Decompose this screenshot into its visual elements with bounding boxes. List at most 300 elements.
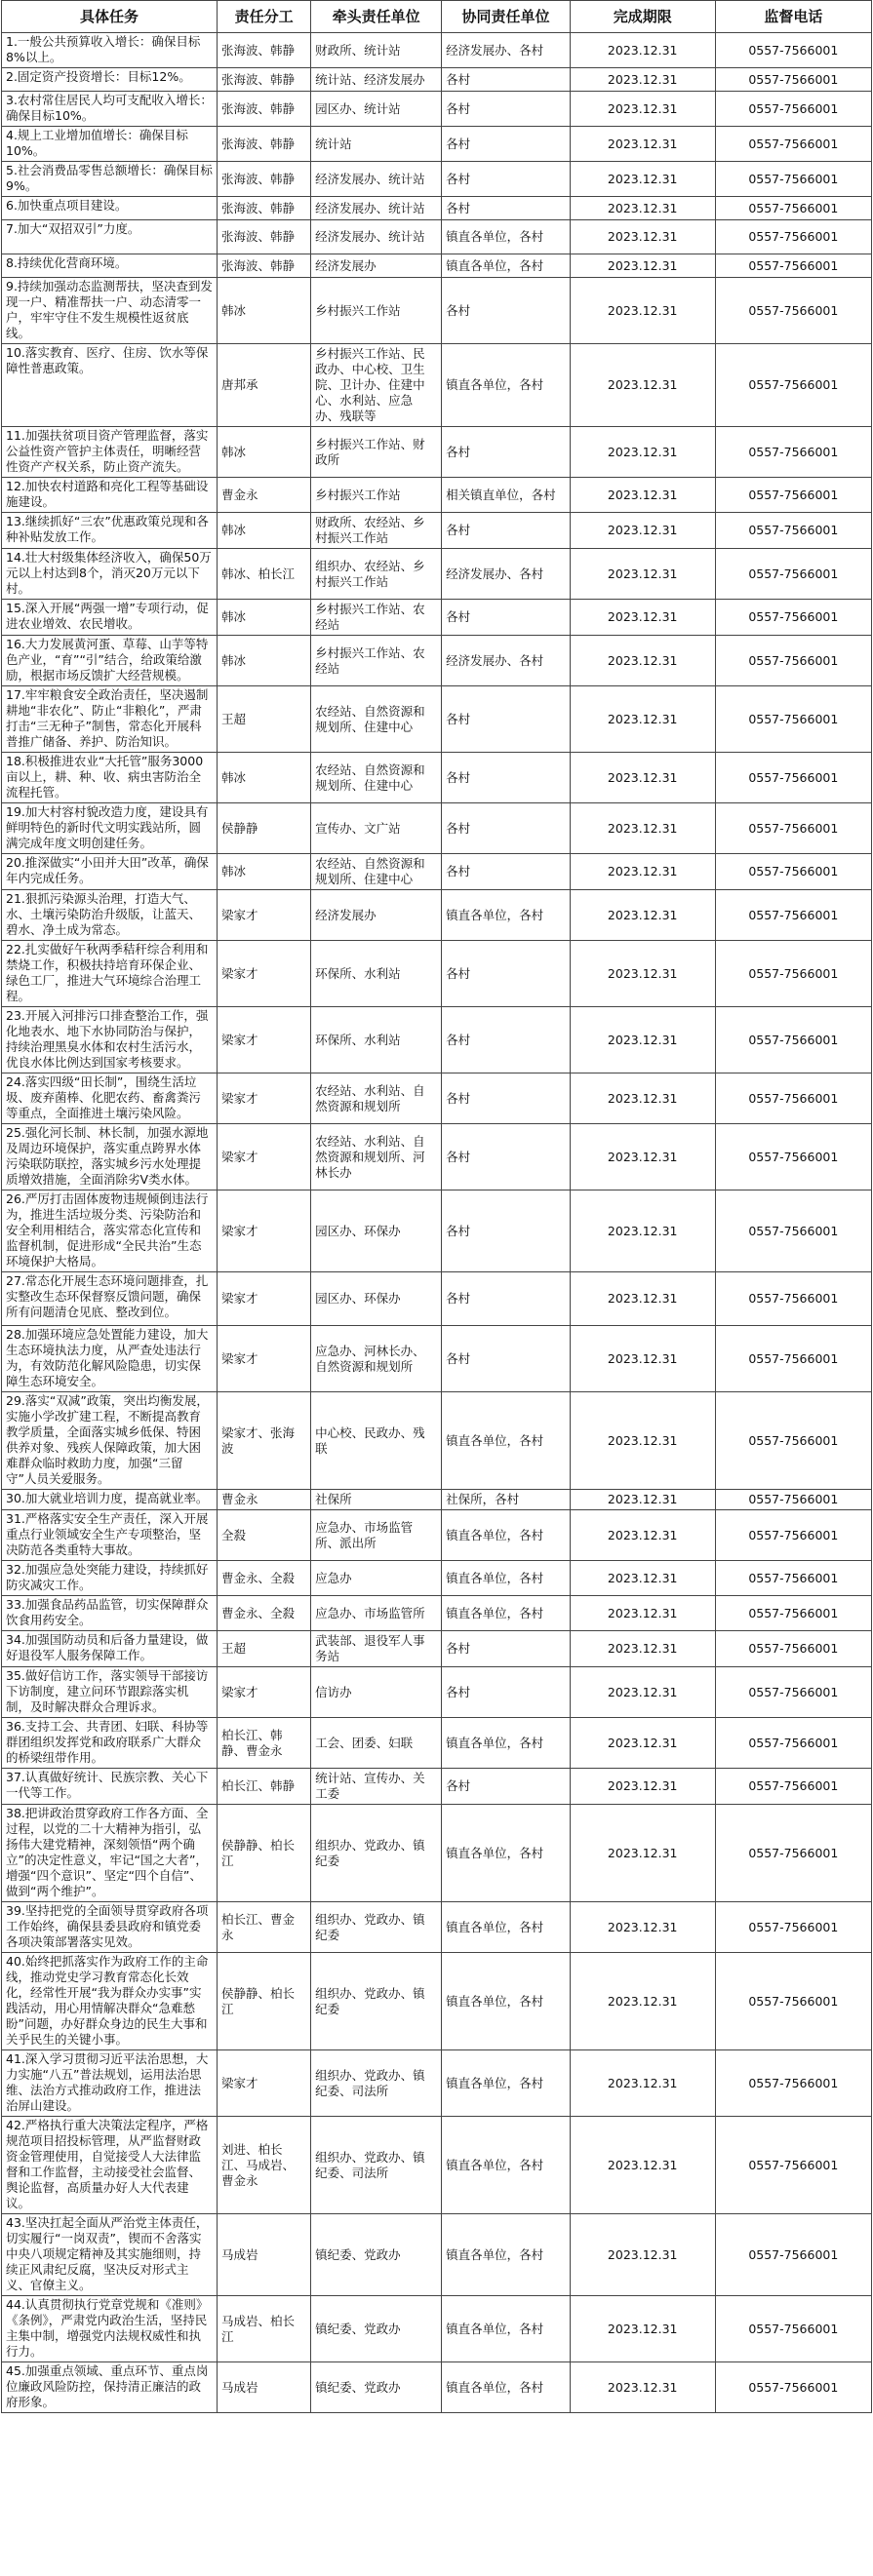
table-row	[2, 2117, 872, 2214]
table-cell-unit: 组织办、党政办、镇纪委、司法所	[311, 2117, 442, 2214]
table-cell-coop: 各村	[442, 278, 571, 344]
table-row	[2, 1190, 872, 1272]
table-cell-phone: 0557-7566001	[715, 127, 871, 162]
table-cell-phone: 0557-7566001	[715, 1667, 871, 1718]
table-cell-coop: 经济发展办、各村	[442, 636, 571, 686]
table-cell-deadline: 2023.12.31	[570, 941, 715, 1007]
table-cell-deadline: 2023.12.31	[570, 1631, 715, 1667]
table-cell-phone: 0557-7566001	[715, 890, 871, 941]
table-row	[2, 1510, 872, 1561]
header-lead: 责任分工	[217, 1, 310, 33]
table-cell-task: 23.开展入河排污口排查整治工作，强化地表水、地下水协同防治与保护，持续治理黑臭水体和农村生活污水，优良水体比例达到国家考核要求。	[2, 1007, 218, 1073]
table-cell-unit: 园区办、环保办	[311, 1272, 442, 1326]
table-cell-lead: 韩冰	[217, 854, 310, 890]
table-cell-phone: 0557-7566001	[715, 2050, 871, 2117]
table-cell-phone: 0557-7566001	[715, 753, 871, 803]
table-cell-lead: 梁家才	[217, 1272, 310, 1326]
table-cell-unit: 统计站	[311, 127, 442, 162]
table-cell-deadline: 2023.12.31	[570, 1805, 715, 1902]
table-cell-unit: 应急办、河林长办、自然资源和规划所	[311, 1326, 442, 1392]
table-cell-deadline: 2023.12.31	[570, 220, 715, 254]
table-cell-lead: 马成岩	[217, 2362, 310, 2413]
table-cell-unit: 乡村振兴工作站	[311, 278, 442, 344]
table-cell-lead: 张海波、韩静	[217, 254, 310, 278]
table-cell-unit: 乡村振兴工作站、财政所	[311, 427, 442, 478]
table-cell-task: 9.持续加强动态监测帮扶，坚决查到发现一户、精准帮扶一户、动态清零一户，牢牢守住不发生规模性返贫底线。	[2, 278, 218, 344]
table-cell-deadline: 2023.12.31	[570, 92, 715, 127]
table-cell-coop: 镇直各单位，各村	[442, 2296, 571, 2362]
table-cell-coop: 镇直各单位，各村	[442, 254, 571, 278]
table-cell-coop: 镇直各单位，各村	[442, 1596, 571, 1631]
table-cell-coop: 各村	[442, 92, 571, 127]
table-row	[2, 1953, 872, 2050]
table-cell-deadline: 2023.12.31	[570, 1953, 715, 2050]
table-cell-coop: 相关镇直单位，各村	[442, 478, 571, 513]
table-cell-coop: 各村	[442, 753, 571, 803]
table-cell-unit: 财政所、统计站	[311, 33, 442, 68]
table-cell-coop: 各村	[442, 127, 571, 162]
table-cell-deadline: 2023.12.31	[570, 2296, 715, 2362]
table-row	[2, 686, 872, 753]
table-cell-unit: 镇纪委、党政办	[311, 2214, 442, 2296]
table-cell-task: 10.落实教育、医疗、住房、饮水等保障性普惠政策。	[2, 344, 218, 427]
table-row	[2, 1561, 872, 1596]
table-cell-task: 11.加强扶贫项目资产管理监督，落实公益性资产管护主体责任，明晰经营性资产产权关系，防止资产流失。	[2, 427, 218, 478]
table-cell-lead: 韩冰	[217, 636, 310, 686]
table-cell-unit: 统计站、经济发展办	[311, 68, 442, 92]
table-cell-deadline: 2023.12.31	[570, 1190, 715, 1272]
table-cell-deadline: 2023.12.31	[570, 549, 715, 600]
table-cell-coop: 各村	[442, 68, 571, 92]
table-row	[2, 92, 872, 127]
table-cell-unit: 农经站、自然资源和规划所、住建中心	[311, 686, 442, 753]
table-cell-unit: 园区办、统计站	[311, 92, 442, 127]
header-row	[2, 1, 872, 33]
table-cell-task: 14.壮大村级集体经济收入，确保50万元以上村达到8个，消灭20万元以下村。	[2, 549, 218, 600]
table-cell-task: 5.社会消费品零售总额增长：确保目标9%。	[2, 162, 218, 197]
table-cell-task: 17.牢牢粮食安全政治责任，坚决遏制耕地“非农化”、防止“非粮化”，严肃打击“三无种子”制售，常态化开展科普推广储备、养护、防治知识。	[2, 686, 218, 753]
table-cell-deadline: 2023.12.31	[570, 636, 715, 686]
table-cell-lead: 全殺	[217, 1510, 310, 1561]
table-cell-task: 44.认真贯彻执行党章党规和《准则》《条例》，严肃党内政治生活，坚持民主集中制，增强党内法规权威性和执行力。	[2, 2296, 218, 2362]
table-cell-unit: 乡村振兴工作站、民政办、中心校、卫生院、卫计办、住建中心、水利站、应急办、残联等	[311, 344, 442, 427]
table-cell-deadline: 2023.12.31	[570, 1902, 715, 1953]
table-cell-coop: 镇直各单位，各村	[442, 1510, 571, 1561]
table-cell-unit: 社保所	[311, 1490, 442, 1510]
table-cell-deadline: 2023.12.31	[570, 278, 715, 344]
table-cell-deadline: 2023.12.31	[570, 1596, 715, 1631]
table-row	[2, 1718, 872, 1769]
table-cell-phone: 0557-7566001	[715, 513, 871, 549]
table-cell-task: 18.积极推进农业“大托管”服务3000亩以上，耕、种、收、病虫害防治全流程托管。	[2, 753, 218, 803]
table-cell-task: 42.严格执行重大决策法定程序，严格规范项目招投标管理，从严监督财政资金管理使用，自觉接受人大法律监督和工作监督，主动接受社会监督、舆论监督，高质量办好人大代表建议。	[2, 2117, 218, 2214]
table-cell-deadline: 2023.12.31	[570, 890, 715, 941]
table-cell-phone: 0557-7566001	[715, 197, 871, 220]
table-row	[2, 1769, 872, 1805]
table-cell-lead: 王超	[217, 1631, 310, 1667]
table-cell-phone: 0557-7566001	[715, 2117, 871, 2214]
table-cell-lead: 韩冰	[217, 513, 310, 549]
table-cell-coop: 各村	[442, 1190, 571, 1272]
table-cell-lead: 梁家才	[217, 1190, 310, 1272]
table-row	[2, 1805, 872, 1902]
table-cell-lead: 韩冰	[217, 600, 310, 636]
table-row	[2, 549, 872, 600]
table-cell-lead: 张海波、韩静	[217, 92, 310, 127]
table-cell-lead: 梁家才	[217, 1007, 310, 1073]
table-cell-lead: 马成岩	[217, 2214, 310, 2296]
table-cell-task: 1.一般公共预算收入增长：确保目标8%以上。	[2, 33, 218, 68]
table-cell-lead: 梁家才	[217, 1124, 310, 1190]
table-cell-phone: 0557-7566001	[715, 549, 871, 600]
table-cell-phone: 0557-7566001	[715, 600, 871, 636]
table-cell-task: 2.固定资产投资增长：目标12%。	[2, 68, 218, 92]
table-cell-phone: 0557-7566001	[715, 2296, 871, 2362]
table-cell-phone: 0557-7566001	[715, 1007, 871, 1073]
table-cell-phone: 0557-7566001	[715, 1073, 871, 1124]
table-cell-task: 28.加强环境应急处置能力建设，加大生态环境执法力度，从严查处违法行为，有效防范化解风险隐患，切实保障生态环境安全。	[2, 1326, 218, 1392]
table-cell-deadline: 2023.12.31	[570, 854, 715, 890]
table-row	[2, 753, 872, 803]
table-row	[2, 1490, 872, 1510]
table-cell-lead: 侯静静、柏长江	[217, 1805, 310, 1902]
table-row	[2, 254, 872, 278]
table-cell-phone: 0557-7566001	[715, 1326, 871, 1392]
table-row	[2, 220, 872, 254]
table-cell-unit: 环保所、水利站	[311, 941, 442, 1007]
table-cell-phone: 0557-7566001	[715, 1510, 871, 1561]
table-cell-coop: 镇直各单位，各村	[442, 220, 571, 254]
table-row	[2, 636, 872, 686]
table-cell-coop: 镇直各单位，各村	[442, 1805, 571, 1902]
table-cell-deadline: 2023.12.31	[570, 197, 715, 220]
table-cell-coop: 各村	[442, 803, 571, 854]
table-row	[2, 1596, 872, 1631]
table-cell-phone: 0557-7566001	[715, 854, 871, 890]
table-cell-task: 8.持续优化营商环境。	[2, 254, 218, 278]
table-cell-unit: 信访办	[311, 1667, 442, 1718]
table-cell-deadline: 2023.12.31	[570, 2117, 715, 2214]
table-cell-deadline: 2023.12.31	[570, 2050, 715, 2117]
table-cell-deadline: 2023.12.31	[570, 1272, 715, 1326]
table-cell-lead: 张海波、韩静	[217, 33, 310, 68]
table-row	[2, 890, 872, 941]
table-cell-unit: 环保所、水利站	[311, 1007, 442, 1073]
table-cell-phone: 0557-7566001	[715, 478, 871, 513]
table-cell-lead: 曹金永、全殺	[217, 1561, 310, 1596]
header-coop: 协同责任单位	[442, 1, 571, 33]
table-cell-unit: 组织办、党政办、镇纪委、司法所	[311, 2050, 442, 2117]
table-cell-task: 13.继续抓好“三农”优惠政策兑现和各种补贴发放工作。	[2, 513, 218, 549]
table-cell-coop: 镇直各单位，各村	[442, 344, 571, 427]
table-cell-unit: 农经站、水利站、自然资源和规划所、河林长办	[311, 1124, 442, 1190]
table-row	[2, 600, 872, 636]
table-row	[2, 197, 872, 220]
table-cell-deadline: 2023.12.31	[570, 686, 715, 753]
table-row	[2, 1392, 872, 1490]
table-cell-lead: 梁家才	[217, 1667, 310, 1718]
table-cell-task: 32.加强应急处突能力建设，持续抓好防灾减灾工作。	[2, 1561, 218, 1596]
table-cell-phone: 0557-7566001	[715, 1953, 871, 2050]
table-cell-task: 30.加大就业培训力度，提高就业率。	[2, 1490, 218, 1510]
table-cell-task: 12.加快农村道路和亮化工程等基础设施建设。	[2, 478, 218, 513]
table-cell-coop: 镇直各单位，各村	[442, 890, 571, 941]
table-cell-coop: 各村	[442, 427, 571, 478]
table-cell-coop: 各村	[442, 600, 571, 636]
table-cell-task: 27.常态化开展生态环境问题排查，扎实整改生态环保督察反馈问题，确保所有问题清仓见底、整改到位。	[2, 1272, 218, 1326]
table-row	[2, 33, 872, 68]
table-cell-task: 24.落实四级“田长制”，围绕生活垃圾、废弃菌棒、化肥农药、畜禽粪污等重点，全面推进土壤污染风险。	[2, 1073, 218, 1124]
table-cell-lead: 韩冰	[217, 753, 310, 803]
table-cell-lead: 韩冰	[217, 278, 310, 344]
table-cell-lead: 梁家才、张海波	[217, 1392, 310, 1490]
table-cell-deadline: 2023.12.31	[570, 68, 715, 92]
table-cell-task: 4.规上工业增加值增长：确保目标10%。	[2, 127, 218, 162]
table-cell-task: 21.狠抓污染源头治理，打造大气、水、土壤污染防治升级版，让蓝天、碧水、净土成为常态。	[2, 890, 218, 941]
table-cell-deadline: 2023.12.31	[570, 1718, 715, 1769]
table-cell-coop: 各村	[442, 162, 571, 197]
table-cell-lead: 刘进、柏长江、马成岩、曹金永	[217, 2117, 310, 2214]
table-row	[2, 478, 872, 513]
table-cell-phone: 0557-7566001	[715, 1718, 871, 1769]
table-cell-phone: 0557-7566001	[715, 344, 871, 427]
table-cell-task: 19.加大村容村貌改造力度，建设具有鲜明特色的新时代文明实践站所，圆满完成年度文明创建任务。	[2, 803, 218, 854]
table-cell-phone: 0557-7566001	[715, 1124, 871, 1190]
table-cell-coop: 各村	[442, 1667, 571, 1718]
table-cell-task: 26.严厉打击固体废物违规倾倒违法行为，推进生活垃圾分类、污染防治和安全利用相结合，落实常态化宣传和监督机制，促进形成“全民共治”生态环境保护大格局。	[2, 1190, 218, 1272]
table-cell-task: 25.强化河长制、林长制，加强水源地及周边环境保护，落实重点跨界水体污染联防联控，落实城乡污水处理提质增效措施，全面消除劣V类水体。	[2, 1124, 218, 1190]
table-cell-deadline: 2023.12.31	[570, 1326, 715, 1392]
table-cell-task: 35.做好信访工作，落实领导干部接访下访制度，建立问环节跟踪落实机制，及时解决群众合理诉求。	[2, 1667, 218, 1718]
table-row	[2, 162, 872, 197]
table-cell-phone: 0557-7566001	[715, 278, 871, 344]
table-cell-deadline: 2023.12.31	[570, 2362, 715, 2413]
table-cell-unit: 经济发展办、统计站	[311, 162, 442, 197]
header-unit: 牵头责任单位	[311, 1, 442, 33]
table-cell-coop: 镇直各单位，各村	[442, 1902, 571, 1953]
table-row	[2, 344, 872, 427]
table-cell-unit: 组织办、农经站、乡村振兴工作站	[311, 549, 442, 600]
table-cell-coop: 镇直各单位，各村	[442, 2050, 571, 2117]
table-cell-unit: 农经站、自然资源和规划所、住建中心	[311, 753, 442, 803]
table-cell-coop: 各村	[442, 1769, 571, 1805]
header-deadline: 完成期限	[570, 1, 715, 33]
table-cell-unit: 乡村振兴工作站、农经站	[311, 600, 442, 636]
table-row	[2, 2296, 872, 2362]
table-cell-phone: 0557-7566001	[715, 2214, 871, 2296]
table-cell-deadline: 2023.12.31	[570, 127, 715, 162]
table-cell-deadline: 2023.12.31	[570, 1392, 715, 1490]
table-cell-phone: 0557-7566001	[715, 1392, 871, 1490]
table-cell-lead: 张海波、韩静	[217, 127, 310, 162]
table-cell-unit: 农经站、水利站、自然资源和规划所	[311, 1073, 442, 1124]
header-task: 具体任务	[2, 1, 218, 33]
table-cell-coop: 各村	[442, 1631, 571, 1667]
table-cell-phone: 0557-7566001	[715, 92, 871, 127]
table-cell-coop: 镇直各单位，各村	[442, 1561, 571, 1596]
table-cell-deadline: 2023.12.31	[570, 344, 715, 427]
table-cell-unit: 镇纪委、党政办	[311, 2362, 442, 2413]
table-row	[2, 68, 872, 92]
table-row	[2, 941, 872, 1007]
table-cell-unit: 宣传办、文广站	[311, 803, 442, 854]
table-cell-lead: 梁家才	[217, 890, 310, 941]
table-cell-phone: 0557-7566001	[715, 686, 871, 753]
table-cell-phone: 0557-7566001	[715, 1631, 871, 1667]
task-table	[1, 0, 872, 2413]
table-cell-deadline: 2023.12.31	[570, 803, 715, 854]
table-cell-lead: 王超	[217, 686, 310, 753]
table-cell-phone: 0557-7566001	[715, 1561, 871, 1596]
table-cell-deadline: 2023.12.31	[570, 33, 715, 68]
table-cell-lead: 张海波、韩静	[217, 162, 310, 197]
table-cell-task: 37.认真做好统计、民族宗教、关心下一代等工作。	[2, 1769, 218, 1805]
table-cell-coop: 各村	[442, 941, 571, 1007]
table-row	[2, 2214, 872, 2296]
table-cell-coop: 各村	[442, 513, 571, 549]
table-cell-coop: 镇直各单位，各村	[442, 1953, 571, 2050]
table-cell-coop: 各村	[442, 686, 571, 753]
table-cell-task: 33.加强食品药品监管，切实保障群众饮食用药安全。	[2, 1596, 218, 1631]
table-cell-unit: 经济发展办、统计站	[311, 197, 442, 220]
table-cell-phone: 0557-7566001	[715, 1490, 871, 1510]
table-cell-coop: 经济发展办、各村	[442, 33, 571, 68]
table-cell-deadline: 2023.12.31	[570, 1007, 715, 1073]
table-cell-task: 15.深入开展“两强一增”专项行动，促进农业增效、农民增收。	[2, 600, 218, 636]
table-cell-unit: 统计站、宣传办、关工委	[311, 1769, 442, 1805]
table-cell-deadline: 2023.12.31	[570, 1073, 715, 1124]
table-cell-task: 38.把讲政治贯穿政府工作各方面、全过程，以党的二十大精神为指引，弘扬伟大建党精神，深刻领悟“两个确立”的决定性意义，牢记“国之大者”，增强“四个意识”、坚定“四个自信”、做到“两个维护”。	[2, 1805, 218, 1902]
table-cell-deadline: 2023.12.31	[570, 753, 715, 803]
table-cell-task: 36.支持工会、共青团、妇联、科协等群团组织发挥党和政府联系广大群众的桥梁纽带作用。	[2, 1718, 218, 1769]
table-cell-deadline: 2023.12.31	[570, 513, 715, 549]
table-cell-unit: 财政所、农经站、乡村振兴工作站	[311, 513, 442, 549]
table-cell-phone: 0557-7566001	[715, 1902, 871, 1953]
table-cell-phone: 0557-7566001	[715, 1769, 871, 1805]
table-row	[2, 1272, 872, 1326]
table-cell-deadline: 2023.12.31	[570, 1124, 715, 1190]
table-cell-lead: 曹金永	[217, 1490, 310, 1510]
table-cell-coop: 各村	[442, 854, 571, 890]
table-cell-coop: 各村	[442, 1124, 571, 1190]
table-cell-lead: 韩冰	[217, 427, 310, 478]
table-cell-deadline: 2023.12.31	[570, 1561, 715, 1596]
table-row	[2, 1326, 872, 1392]
table-cell-coop: 镇直各单位，各村	[442, 1392, 571, 1490]
table-cell-lead: 曹金永	[217, 478, 310, 513]
table-row	[2, 803, 872, 854]
table-cell-task: 20.推深做实“小田并大田”改革，确保年内完成任务。	[2, 854, 218, 890]
table-cell-task: 29.落实“双减”政策，突出均衡发展，实施小学改扩建工程，不断提高教育教学质量，全面落实城乡低保、特困供养对象、残疾人保障政策，加大困难群众临时救助力度，加强“三留守”人员关爱服务。	[2, 1392, 218, 1490]
table-cell-unit: 工会、团委、妇联	[311, 1718, 442, 1769]
table-row	[2, 1124, 872, 1190]
table-cell-task: 31.严格落实安全生产责任，深入开展重点行业领域安全生产专项整治，坚决防范各类重特大事故。	[2, 1510, 218, 1561]
table-cell-phone: 0557-7566001	[715, 941, 871, 1007]
table-cell-unit: 经济发展办、统计站	[311, 220, 442, 254]
table-row	[2, 1631, 872, 1667]
table-cell-lead: 梁家才	[217, 1073, 310, 1124]
table-cell-coop: 各村	[442, 1007, 571, 1073]
table-cell-coop: 镇直各单位，各村	[442, 2362, 571, 2413]
table-row	[2, 2050, 872, 2117]
table-cell-task: 45.加强重点领域、重点环节、重点岗位廉政风险防控，保持清正廉洁的政府形象。	[2, 2362, 218, 2413]
table-cell-phone: 0557-7566001	[715, 1596, 871, 1631]
table-cell-deadline: 2023.12.31	[570, 478, 715, 513]
table-cell-task: 39.坚持把党的全面领导贯穿政府各项工作始终，确保县委县政府和镇党委各项决策部署落实见效。	[2, 1902, 218, 1953]
table-cell-lead: 张海波、韩静	[217, 197, 310, 220]
table-cell-unit: 应急办、市场监管所	[311, 1596, 442, 1631]
table-cell-unit: 镇纪委、党政办	[311, 2296, 442, 2362]
table-cell-task: 40.始终把抓落实作为政府工作的主命线，推动党史学习教育常态化长效化，经常性开展“我为群众办实事”实践活动，用心用情解决群众“急难愁盼”问题，办好群众身边的民生大事和关乎民生的关键小事。	[2, 1953, 218, 2050]
table-row	[2, 427, 872, 478]
table-cell-unit: 园区办、环保办	[311, 1190, 442, 1272]
table-cell-coop: 各村	[442, 197, 571, 220]
table-cell-coop: 经济发展办、各村	[442, 549, 571, 600]
table-cell-deadline: 2023.12.31	[570, 162, 715, 197]
table-cell-coop: 各村	[442, 1272, 571, 1326]
table-cell-phone: 0557-7566001	[715, 1805, 871, 1902]
table-cell-phone: 0557-7566001	[715, 254, 871, 278]
table-cell-coop: 镇直各单位，各村	[442, 1718, 571, 1769]
table-cell-phone: 0557-7566001	[715, 33, 871, 68]
table-cell-phone: 0557-7566001	[715, 220, 871, 254]
table-cell-deadline: 2023.12.31	[570, 1769, 715, 1805]
table-cell-unit: 应急办、市场监管所、派出所	[311, 1510, 442, 1561]
table-row	[2, 2362, 872, 2413]
table-cell-unit: 组织办、党政办、镇纪委	[311, 1902, 442, 1953]
header-phone: 监督电话	[715, 1, 871, 33]
table-cell-deadline: 2023.12.31	[570, 1490, 715, 1510]
table-cell-lead: 张海波、韩静	[217, 220, 310, 254]
table-cell-phone: 0557-7566001	[715, 68, 871, 92]
table-cell-task: 22.扎实做好午秋两季秸秆综合利用和禁烧工作，积极扶持培育环保企业、绿色工厂，推进大气环境综合治理工程。	[2, 941, 218, 1007]
table-cell-lead: 张海波、韩静	[217, 68, 310, 92]
table-cell-task: 34.加强国防动员和后备力量建设，做好退役军人服务保障工作。	[2, 1631, 218, 1667]
table-cell-unit: 经济发展办	[311, 890, 442, 941]
table-cell-coop: 镇直各单位，各村	[442, 2214, 571, 2296]
table-cell-lead: 侯静静	[217, 803, 310, 854]
table-cell-lead: 柏长江、韩静、曹金永	[217, 1718, 310, 1769]
table-cell-unit: 经济发展办	[311, 254, 442, 278]
table-cell-phone: 0557-7566001	[715, 803, 871, 854]
table-cell-unit: 应急办	[311, 1561, 442, 1596]
table-cell-unit: 组织办、党政办、镇纪委	[311, 1953, 442, 2050]
table-row	[2, 854, 872, 890]
table-cell-lead: 曹金永、全殺	[217, 1596, 310, 1631]
table-cell-task: 43.坚决扛起全面从严治党主体责任，切实履行“一岗双责”，锲而不舍落实中央八项规定精神及其实施细则，持续正风肃纪反腐，坚决反对形式主义、官僚主义。	[2, 2214, 218, 2296]
table-cell-lead: 梁家才	[217, 941, 310, 1007]
table-row	[2, 1007, 872, 1073]
table-row	[2, 278, 872, 344]
table-cell-unit: 农经站、自然资源和规划所、住建中心	[311, 854, 442, 890]
table-cell-unit: 组织办、党政办、镇纪委	[311, 1805, 442, 1902]
table-cell-deadline: 2023.12.31	[570, 1667, 715, 1718]
table-row	[2, 513, 872, 549]
table-cell-phone: 0557-7566001	[715, 1190, 871, 1272]
table-cell-unit: 武装部、退役军人事务站	[311, 1631, 442, 1667]
table-cell-task: 6.加快重点项目建设。	[2, 197, 218, 220]
table-row	[2, 127, 872, 162]
table-cell-deadline: 2023.12.31	[570, 427, 715, 478]
table-cell-phone: 0557-7566001	[715, 636, 871, 686]
table-cell-lead: 马成岩、柏长江	[217, 2296, 310, 2362]
table-cell-phone: 0557-7566001	[715, 2362, 871, 2413]
table-cell-coop: 各村	[442, 1326, 571, 1392]
table-row	[2, 1073, 872, 1124]
table-cell-unit: 中心校、民政办、残联	[311, 1392, 442, 1490]
table-cell-lead: 柏长江、曹金永	[217, 1902, 310, 1953]
table-cell-lead: 唐邦承	[217, 344, 310, 427]
